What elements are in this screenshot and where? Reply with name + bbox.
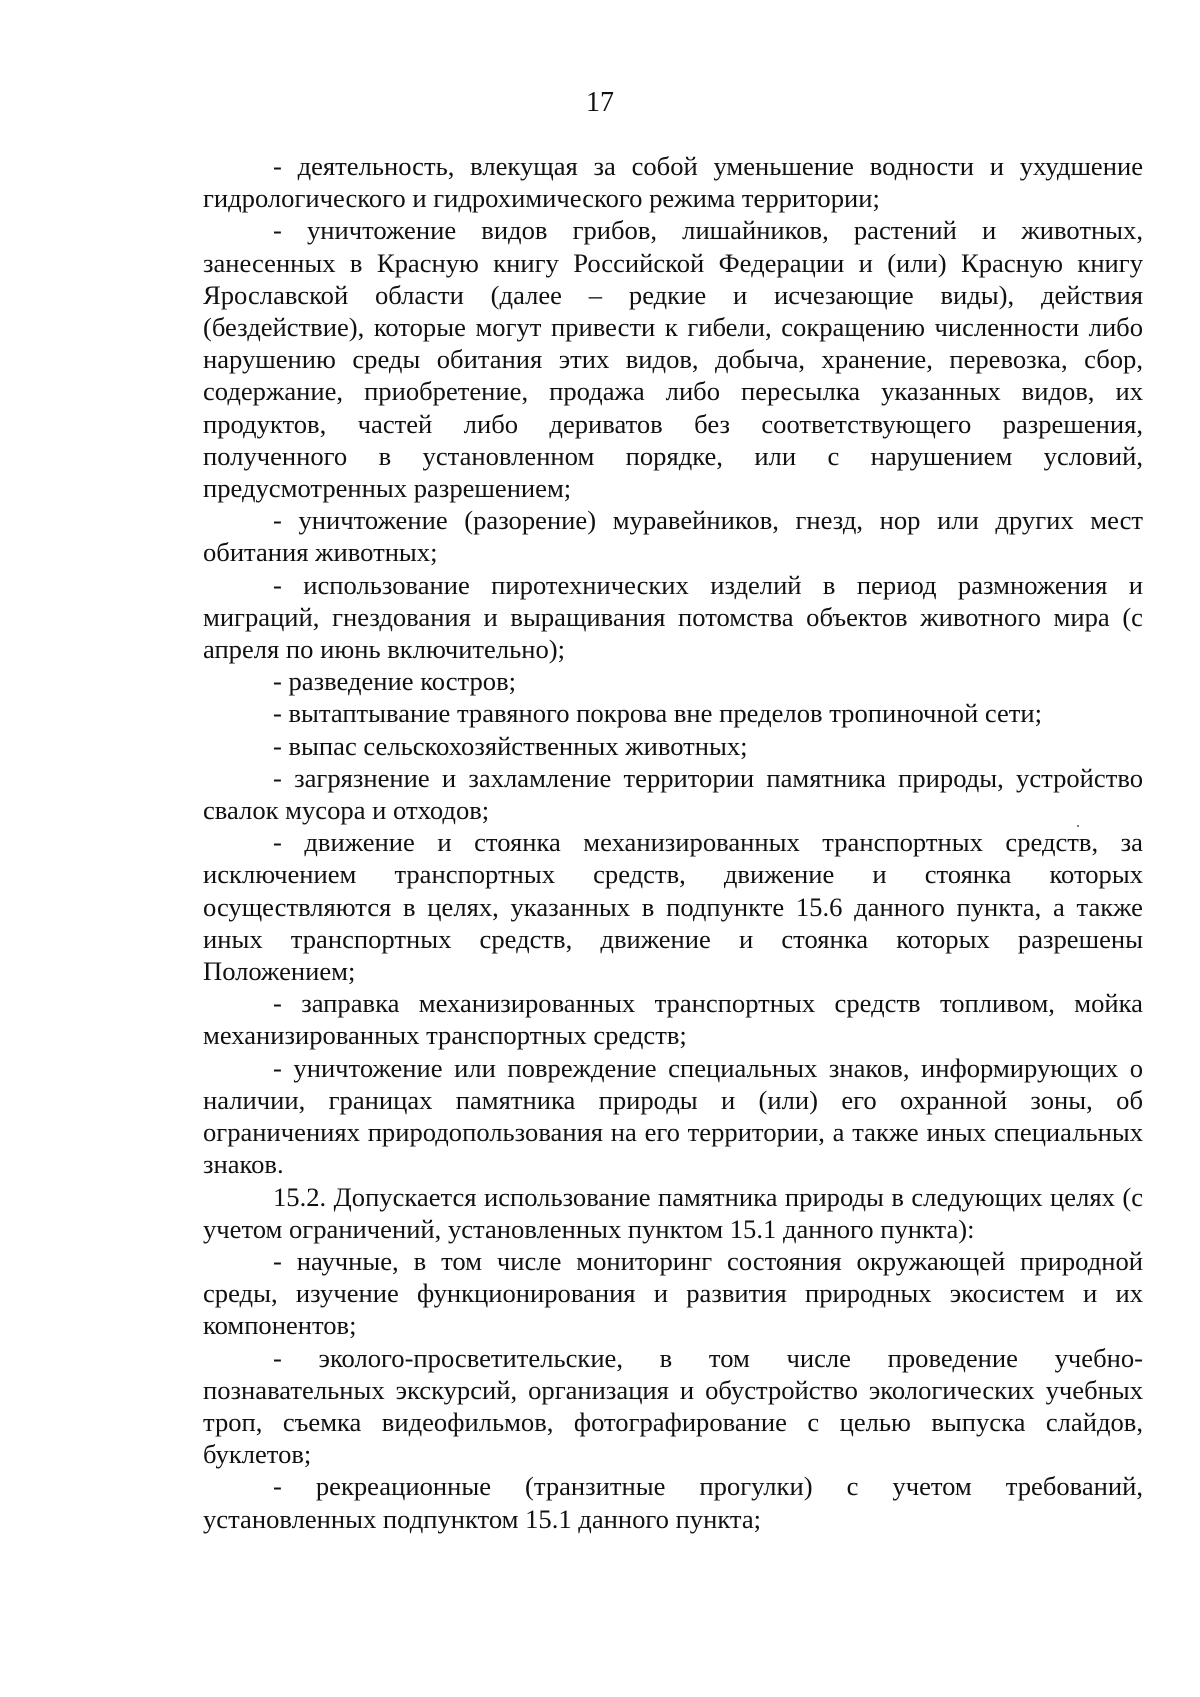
paragraph-refueling: - заправка механизированных транспортных средств топливом, мойка механизированных транспортных средств; xyxy=(203,988,1143,1051)
document-body xyxy=(203,150,1143,1535)
paragraph-littering: - загрязнение и захламление территории памятника природы, устройство свалок мусора и отходов; xyxy=(203,762,1143,826)
paragraph-rare-species: - уничтожение видов грибов, лишайников, растений и животных, занесенных в Красную книгу Российской Федерации и (или) Красную книгу Ярославской области (далее – редкие и исчезающие виды), действия (бездействие), которые могут привести к гибели, сокращению численности либо нарушению среды обитания этих видов, добыча, хранение, перевозка, сбор, содержание, приобретение, продажа либо пересылка указанных видов, их продуктов, частей либо дериватов без соответствующего разрешения, полученного в установленном порядке, или с нарушением условий, предусмотренных разрешением; xyxy=(203,215,1143,504)
paragraph-trampling: - вытаптывание травяного покрова вне пределов тропиночной сети; xyxy=(273,698,1043,729)
paragraph-vehicles: - движение и стоянка механизированных транспортных средств, за исключением транспортных средств, движение и стоянка которых осуществляются в целях, указанных в подпункте 15.6 данного пункта, а также иных транспортных средств, движение и стоянка которых разрешены Положением; xyxy=(203,827,1143,987)
page-number: 17 xyxy=(586,87,614,118)
paragraph-pyrotechnics: - использование пиротехнических изделий в период размножения и миграций, гнездования и выращивания потомства объектов животного мира (с апреля по июнь включительно); xyxy=(203,569,1143,665)
paragraph-campfires: - разведение костров; xyxy=(273,666,517,697)
paragraph-recreational: - рекреационные (транзитные прогулки) с учетом требований, установленных подпунктом 15.1 данного пункта; xyxy=(203,1471,1143,1534)
paragraph-section-15-2: 15.2. Допускается использование памятника природы в следующих целях (с учетом ограничений, установленных пунктом 15.1 данного пункта): xyxy=(203,1181,1143,1244)
paragraph-educational: - эколого-просветительские, в том числе проведение учебно-познавательных экскурсий, организация и обустройство экологических учебных троп, съемка видеофильмов, фотографирование с целью выпуска слайдов, буклетов; xyxy=(203,1342,1143,1470)
paragraph-anthills-nests: - уничтожение (разорение) муравейников, гнезд, нор или других мест обитания животных; xyxy=(203,505,1143,568)
paragraph-signs: - уничтожение или повреждение специальных знаков, информирующих о наличии, границах памятника природы и (или) его охранной зоны, об ограничениях природопользования на его территории, а также иных специальных знаков. xyxy=(203,1052,1143,1180)
scan-speck xyxy=(1077,825,1079,827)
paragraph-grazing: - выпас сельскохозяйственных животных; xyxy=(273,730,748,761)
paragraph-hydrology: - деятельность, влекущая за собой уменьшение водности и ухудшение гидрологического и гидрохимического режима территории; xyxy=(203,151,1143,214)
paragraph-scientific: - научные, в том числе мониторинг состояния окружающей природной среды, изучение функционирования и развития природных экосистем и их компонентов; xyxy=(203,1245,1143,1341)
